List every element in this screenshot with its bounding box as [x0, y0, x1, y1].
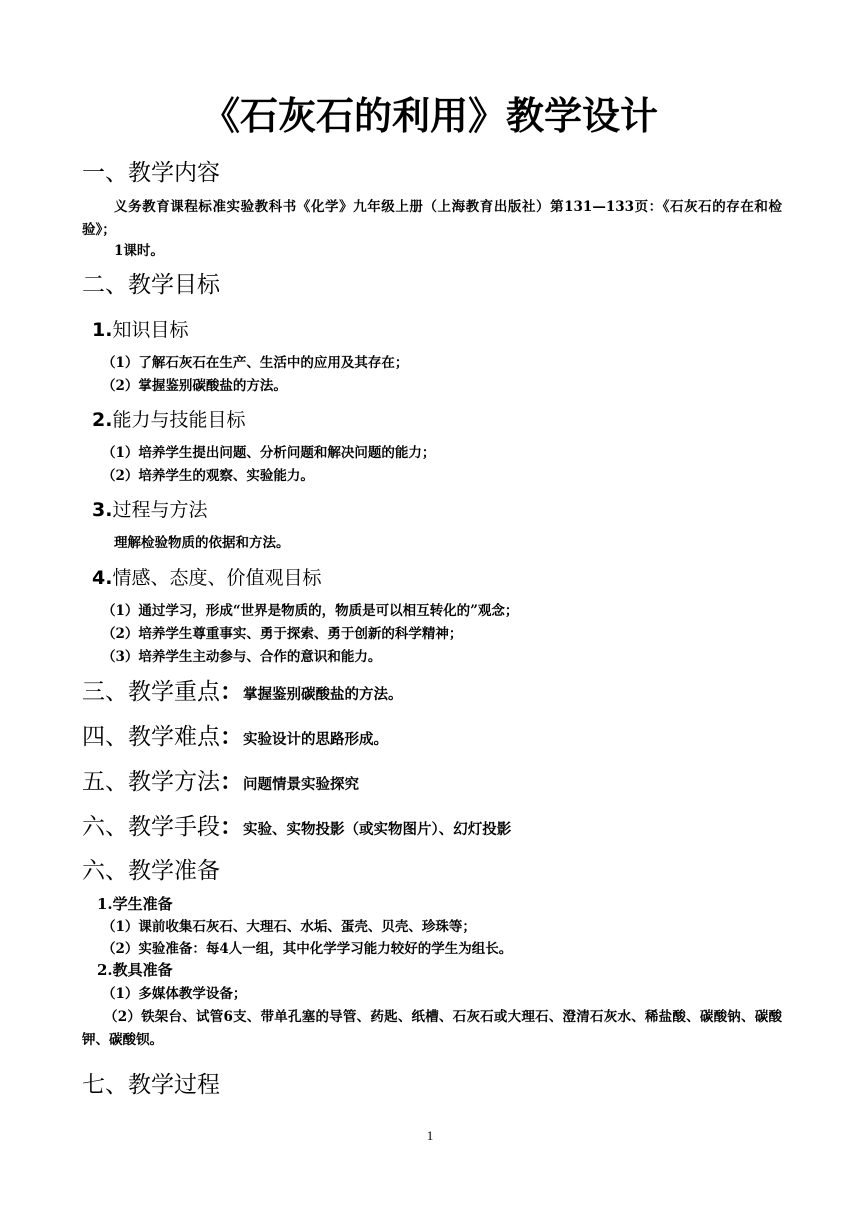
subheading-label: 知识目标 [112, 319, 189, 341]
student-prep-item: （1）课前收集石灰石、大理石、水垢、蛋壳、贝壳、珍珠等； [102, 919, 476, 935]
subheading-label: 能力与技能目标 [112, 409, 246, 431]
heading-method [82, 767, 359, 800]
subheading-emotion-goals [92, 565, 321, 591]
subheading-ability-goals [92, 407, 245, 433]
heading-difficulty [82, 722, 388, 755]
subheading-number: 2. [92, 409, 113, 431]
content-paragraph: 义务教育课程标准实验教科书《化学》九年级上册（上海教育出版社）第131—133页：《石灰石的存在和检验》； [82, 199, 782, 238]
heading-key-point [82, 677, 403, 710]
heading-label: 四、教学难点 [82, 724, 220, 750]
heading-label: 五、教学方法 [82, 769, 220, 795]
knowledge-item: （1）了解石灰石在生产、生活中的应用及其存在； [102, 355, 409, 371]
emotion-item: （3）培养学生主动参与、合作的意识和能力。 [102, 649, 382, 665]
knowledge-item: （2）掌握鉴别碳酸盐的方法。 [102, 378, 287, 394]
key-point-text: 掌握鉴别碳酸盐的方法。 [243, 686, 403, 703]
heading-colon: ： [220, 679, 243, 705]
process-text: 理解检验物质的依据和方法。 [114, 535, 290, 551]
subheading-number: 1. [92, 319, 113, 341]
subheading-student-prep: 1.学生准备 [97, 895, 173, 913]
emotion-item: （1）通过学习，形成“世界是物质的，物质是可以相互转化的”观念； [102, 603, 519, 619]
ability-item: （1）培养学生提出问题、分析问题和解决问题的能力； [102, 445, 436, 461]
heading-means [82, 812, 511, 845]
subheading-knowledge-goals [92, 317, 188, 343]
subheading-process-method [92, 497, 207, 523]
difficulty-text: 实验设计的思路形成。 [243, 731, 388, 748]
heading-teaching-goals: 二、教学目标 [82, 272, 220, 298]
document-title: 《石灰石的利用》教学设计 [201, 94, 658, 138]
teacher-prep-item: （1）多媒体教学设备； [102, 986, 247, 1002]
subheading-number: 3. [92, 499, 113, 521]
subheading-number: 4. [92, 567, 113, 589]
heading-teaching-content: 一、教学内容 [82, 160, 220, 186]
student-prep-item: （2）实验准备：每4人一组，其中化学学习能力较好的学生为组长。 [102, 941, 513, 957]
ability-item: （2）培养学生的观察、实验能力。 [102, 468, 314, 484]
method-text: 问题情景实验探究 [243, 776, 359, 793]
subheading-label: 过程与方法 [112, 499, 208, 521]
heading-preparation: 六、教学准备 [82, 858, 220, 884]
heading-colon: ： [220, 814, 243, 840]
heading-colon: ： [220, 769, 243, 795]
heading-label: 六、教学手段 [82, 814, 220, 840]
subheading-label: 情感、态度、价值观目标 [112, 567, 322, 589]
page-number: 1 [426, 1128, 434, 1143]
means-text: 实验、实物投影（或实物图片）、幻灯投影 [243, 821, 512, 838]
heading-teaching-process: 七、教学过程 [82, 1072, 220, 1098]
emotion-item: （2）培养学生尊重事实、勇于探索、勇于创新的科学精神； [102, 626, 463, 642]
subheading-teacher-prep: 2.教具准备 [97, 961, 173, 979]
content-hours: 1课时。 [114, 243, 164, 259]
heading-colon: ： [220, 724, 243, 750]
teacher-prep-item: （2）铁架台、试管6支、带单孔塞的导管、药匙、纸槽、石灰石或大理石、澄清石灰水、稀盐酸、碳酸钠、碳酸钾、碳酸钡。 [82, 1009, 782, 1048]
heading-label: 三、教学重点 [82, 679, 220, 705]
